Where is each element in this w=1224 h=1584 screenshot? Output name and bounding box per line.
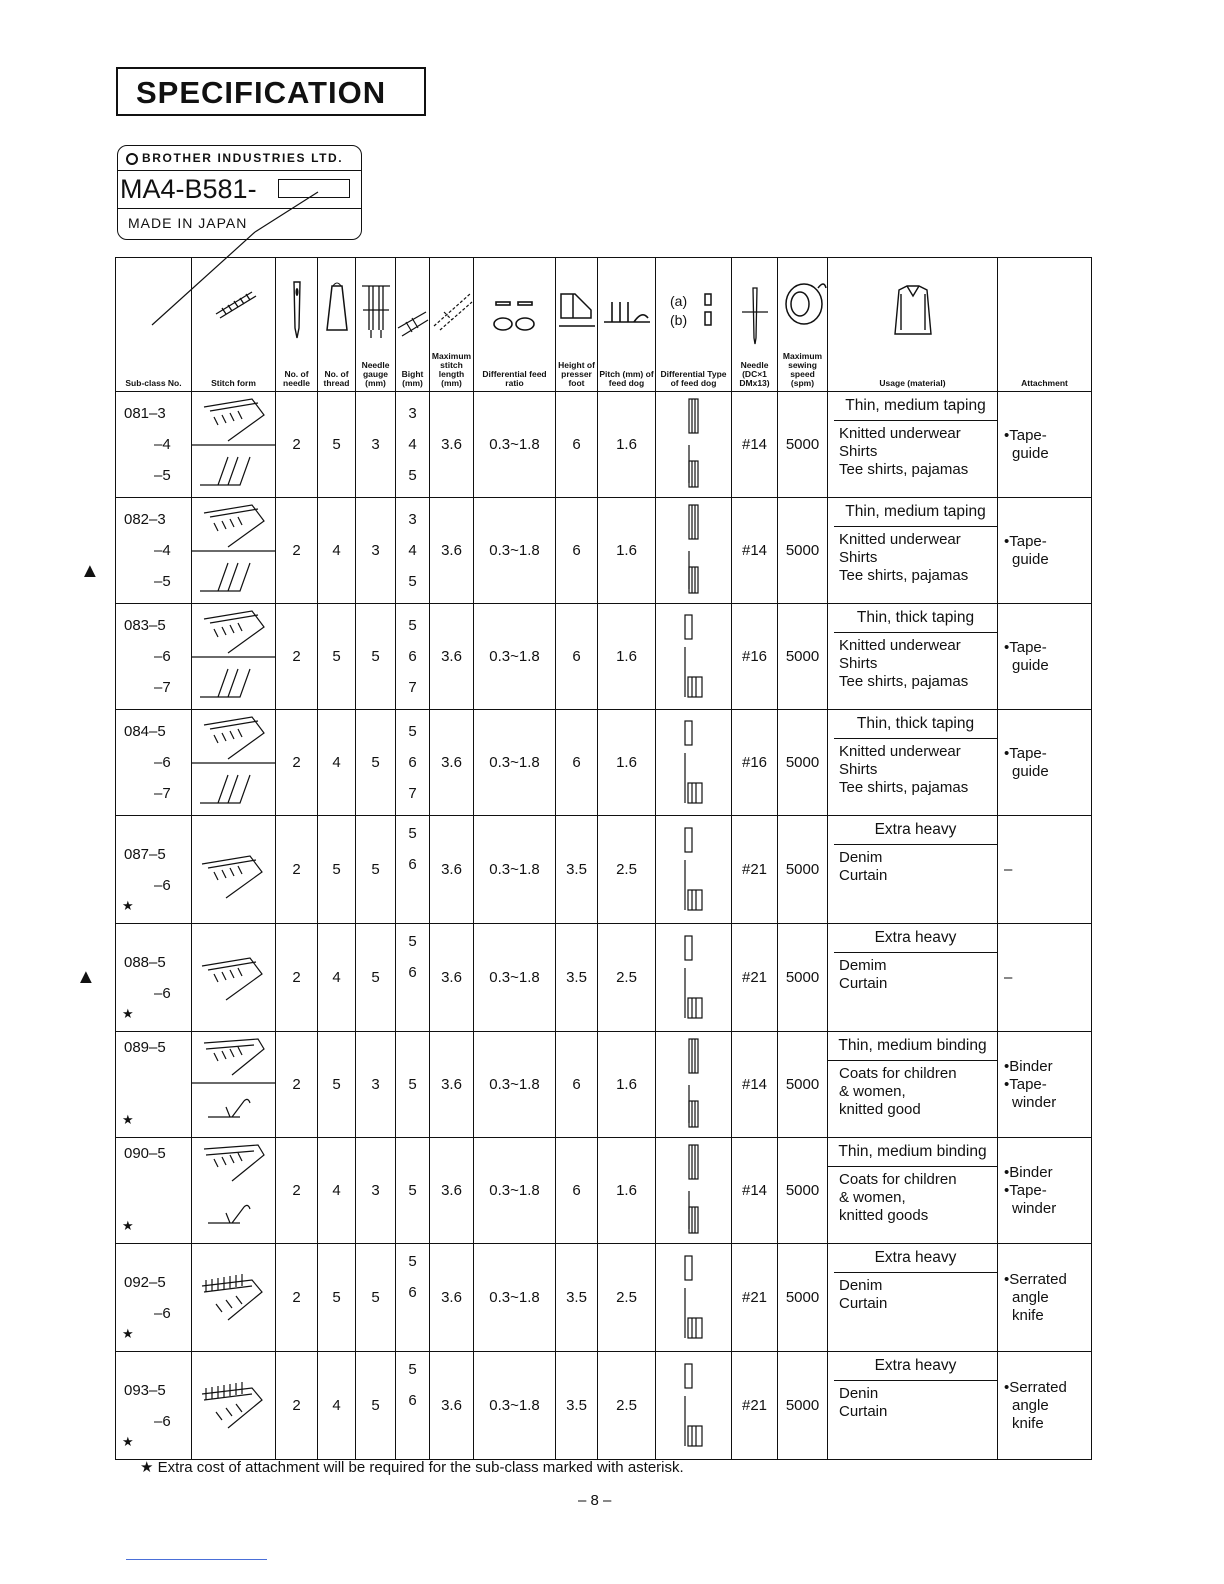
bight-icon [396, 306, 430, 346]
feed-dog-pitch-icon [602, 296, 652, 332]
stitch-form-cell [192, 604, 276, 710]
stitch-diagram-icon [192, 1139, 276, 1239]
spec-row [116, 1244, 1092, 1352]
feed-dog-diagram-icon [682, 820, 706, 916]
stitch-form-cell [192, 1138, 276, 1244]
subclass-cell: 093–5 –6 ★ [116, 1352, 192, 1460]
pitch-value: 1.6 [598, 710, 656, 816]
shirt-icon [891, 282, 935, 338]
feed-dog-cell [656, 816, 732, 924]
diff-ratio-value: 0.3~1.8 [474, 1352, 556, 1460]
pitch-value: 1.6 [598, 392, 656, 498]
feed-dog-type-icon [703, 292, 715, 326]
attachment-cell: •Tape- guide [998, 498, 1092, 604]
stitch-diagram-icon [192, 1033, 276, 1133]
spec-row [116, 816, 1092, 924]
needles-value: 2 [276, 1032, 318, 1138]
thread-cone-icon [324, 278, 350, 338]
stitch-form-cell [192, 1032, 276, 1138]
attachment-cell: •Serrated angle knife [998, 1352, 1092, 1460]
pitch-value: 1.6 [598, 1032, 656, 1138]
attachment-cell: •Binder •Tape- winder [998, 1138, 1092, 1244]
usage-cell: Thin, medium binding Coats for children & women, knitted good [828, 1032, 998, 1138]
feed-dog-cell [656, 1352, 732, 1460]
stitch-form-cell [192, 1244, 276, 1352]
diff-ratio-value: 0.3~1.8 [474, 1138, 556, 1244]
nameplate-maker: BROTHER INDUSTRIES LTD. [118, 146, 361, 171]
stitch-diagram-icon [192, 605, 276, 705]
gauge-value: 5 [356, 924, 396, 1032]
height-value: 6 [556, 1138, 598, 1244]
header-stitch: Stitch form [192, 258, 276, 392]
bight-values: 5 6 [396, 924, 430, 1032]
subclass-cell: 081–3 –4 –5 [116, 392, 192, 498]
stitch-diagram-icon [192, 1246, 276, 1346]
max-stitch-value: 3.6 [430, 924, 474, 1032]
bight-values: 5 6 [396, 1244, 430, 1352]
height-value: 6 [556, 392, 598, 498]
header-usage: Usage (material) [828, 258, 998, 392]
feed-dog-diagram-icon [682, 1248, 706, 1344]
speed-value: 5000 [778, 498, 828, 604]
threads-value: 4 [318, 498, 356, 604]
header-subclass: Sub-class No. [116, 258, 192, 392]
stitch-form-icon [204, 278, 264, 328]
bight-values: 3 4 5 [396, 392, 430, 498]
stitch-diagram-icon [192, 393, 276, 493]
feed-dog-cell [656, 1032, 732, 1138]
speed-value: 5000 [778, 924, 828, 1032]
needles-value: 2 [276, 392, 318, 498]
needles-value: 2 [276, 498, 318, 604]
spec-table [115, 257, 1092, 1460]
max-stitch-value: 3.6 [430, 816, 474, 924]
nameplate-origin: MADE IN JAPAN [128, 215, 248, 231]
max-stitch-value: 3.6 [430, 1244, 474, 1352]
gauge-value: 5 [356, 1352, 396, 1460]
pitch-value: 2.5 [598, 924, 656, 1032]
diff-ratio-value: 0.3~1.8 [474, 710, 556, 816]
attachment-cell: •Tape- guide [998, 604, 1092, 710]
bight-values: 5 [396, 1138, 430, 1244]
needle-value: #14 [732, 498, 778, 604]
gauge-value: 3 [356, 1138, 396, 1244]
speed-value: 5000 [778, 1032, 828, 1138]
header-speed: Maximum sewing speed (spm) [778, 258, 828, 392]
stitch-diagram-icon [192, 499, 276, 599]
needles-value: 2 [276, 1352, 318, 1460]
diff-ratio-value: 0.3~1.8 [474, 924, 556, 1032]
header-needle-size: Needle (DC×1 DMx13) [732, 258, 778, 392]
max-stitch-value: 3.6 [430, 1138, 474, 1244]
nameplate-model: MA4-B581- [118, 171, 361, 209]
diff-ratio-value: 0.3~1.8 [474, 392, 556, 498]
needle-value: #21 [732, 1244, 778, 1352]
needle-gauge-icon [359, 280, 393, 340]
feed-dog-cell [656, 1244, 732, 1352]
stitch-diagram-icon [192, 818, 276, 918]
header-threads: No. of thread [318, 258, 356, 392]
threads-value: 4 [318, 924, 356, 1032]
usage-cell: Thin, medium binding Coats for children & women, knitted goods [828, 1138, 998, 1244]
threads-value: 5 [318, 392, 356, 498]
diff-ratio-value: 0.3~1.8 [474, 1244, 556, 1352]
height-value: 6 [556, 604, 598, 710]
stitch-diagram-icon [192, 1354, 276, 1454]
feed-dog-cell [656, 1138, 732, 1244]
subclass-cell: 087–5 –6 ★ [116, 816, 192, 924]
needle-icon [287, 278, 307, 342]
usage-cell: Extra heavy Denim Curtain [828, 1244, 998, 1352]
needle-value: #16 [732, 604, 778, 710]
diff-ratio-value: 0.3~1.8 [474, 816, 556, 924]
bight-values: 5 6 [396, 816, 430, 924]
speed-value: 5000 [778, 604, 828, 710]
bight-values: 5 6 [396, 1352, 430, 1460]
diff-ratio-value: 0.3~1.8 [474, 1032, 556, 1138]
usage-cell: Thin, medium taping Knitted underwear Shirts Tee shirts, pajamas [828, 392, 998, 498]
page-number: – 8 – [578, 1492, 612, 1509]
usage-cell: Thin, thick taping Knitted underwear Shirts Tee shirts, pajamas [828, 710, 998, 816]
speed-value: 5000 [778, 1138, 828, 1244]
max-stitch-value: 3.6 [430, 710, 474, 816]
bight-values: 3 4 5 [396, 498, 430, 604]
needles-value: 2 [276, 710, 318, 816]
needle-value: #14 [732, 392, 778, 498]
subclass-cell: 084–5 –6 –7 [116, 710, 192, 816]
threads-value: 5 [318, 1032, 356, 1138]
header-diff-ratio: Differential feed ratio [474, 258, 556, 392]
stitch-form-cell [192, 498, 276, 604]
subclass-cell: 083–5 –6 –7 [116, 604, 192, 710]
pitch-value: 1.6 [598, 498, 656, 604]
header-height: Height of presser foot [556, 258, 598, 392]
needle-value: #21 [732, 1352, 778, 1460]
speed-value: 5000 [778, 1352, 828, 1460]
feed-dog-diagram-icon [684, 395, 704, 491]
attachment-cell: •Tape- guide [998, 392, 1092, 498]
feed-dog-diagram-icon [682, 928, 706, 1024]
spec-row [116, 604, 1092, 710]
max-stitch-value: 3.6 [430, 392, 474, 498]
header-diff-type: (a) (b) Differential Type of feed dog [656, 258, 732, 392]
diff-ratio-value: 0.3~1.8 [474, 604, 556, 710]
needles-value: 2 [276, 604, 318, 710]
page-title: SPECIFICATION [116, 67, 426, 116]
height-value: 6 [556, 710, 598, 816]
attachment-cell: •Serrated angle knife [998, 1244, 1092, 1352]
margin-mark: ▲ [76, 966, 96, 988]
stitch-form-cell [192, 710, 276, 816]
margin-mark: ▲ [80, 560, 100, 582]
bottom-rule [126, 1559, 267, 1560]
pitch-value: 1.6 [598, 604, 656, 710]
spec-row [116, 924, 1092, 1032]
spec-row [116, 710, 1092, 816]
feed-dog-cell [656, 924, 732, 1032]
gauge-value: 5 [356, 710, 396, 816]
max-stitch-value: 3.6 [430, 498, 474, 604]
spec-row [116, 392, 1092, 498]
stitch-form-cell [192, 816, 276, 924]
attachment-cell: •Binder •Tape- winder [998, 1032, 1092, 1138]
usage-cell: Extra heavy Denim Curtain [828, 816, 998, 924]
bight-values: 5 6 7 [396, 604, 430, 710]
attachment-cell: •Tape- guide [998, 710, 1092, 816]
footnote: ★ Extra cost of attachment will be required for the sub-class marked with asterisk. [140, 1459, 684, 1476]
height-value: 3.5 [556, 1244, 598, 1352]
feed-dog-diagram-icon [682, 607, 706, 703]
spec-row [116, 498, 1092, 604]
threads-value: 4 [318, 710, 356, 816]
needle-value: #21 [732, 816, 778, 924]
stitch-form-cell [192, 924, 276, 1032]
header-bight: Bight (mm) [396, 258, 430, 392]
needle-value: #21 [732, 924, 778, 1032]
threads-value: 5 [318, 1244, 356, 1352]
max-stitch-value: 3.6 [430, 1352, 474, 1460]
usage-cell: Thin, thick taping Knitted underwear Shirts Tee shirts, pajamas [828, 604, 998, 710]
max-stitch-value: 3.6 [430, 1032, 474, 1138]
stitch-length-icon [430, 286, 474, 336]
subclass-cell: 089–5 ★ [116, 1032, 192, 1138]
spec-row [116, 1032, 1092, 1138]
presser-foot-icon [557, 288, 597, 334]
needle-value: #14 [732, 1138, 778, 1244]
subclass-cell: 088–5 –6 ★ [116, 924, 192, 1032]
header-row [116, 258, 1092, 392]
spec-row [116, 1352, 1092, 1460]
gauge-value: 3 [356, 1032, 396, 1138]
feed-dog-cell [656, 392, 732, 498]
pitch-value: 2.5 [598, 1352, 656, 1460]
needle-size-icon [740, 286, 770, 346]
pitch-value: 2.5 [598, 816, 656, 924]
speed-value: 5000 [778, 392, 828, 498]
stitch-diagram-icon [192, 926, 276, 1026]
header-pitch: Pitch (mm) of feed dog [598, 258, 656, 392]
needle-value: #14 [732, 1032, 778, 1138]
header-gauge: Needle gauge (mm) [356, 258, 396, 392]
subclass-cell: 090–5 ★ [116, 1138, 192, 1244]
gauge-value: 5 [356, 604, 396, 710]
gauge-value: 3 [356, 498, 396, 604]
usage-cell: Thin, medium taping Knitted underwear Shirts Tee shirts, pajamas [828, 498, 998, 604]
feed-dog-cell [656, 710, 732, 816]
feed-dog-diagram-icon [682, 713, 706, 809]
spec-row [116, 1138, 1092, 1244]
feed-dog-cell [656, 498, 732, 604]
speed-value: 5000 [778, 1244, 828, 1352]
header-max-stitch: Maximum stitch length (mm) [430, 258, 474, 392]
header-attachment: Attachment [998, 258, 1092, 392]
needles-value: 2 [276, 1244, 318, 1352]
subclass-cell: 092–5 –6 ★ [116, 1244, 192, 1352]
gauge-value: 5 [356, 1244, 396, 1352]
feed-dog-diagram-icon [684, 1141, 704, 1237]
max-stitch-value: 3.6 [430, 604, 474, 710]
stitch-diagram-icon [192, 711, 276, 811]
gauge-value: 5 [356, 816, 396, 924]
sewing-speed-icon [778, 280, 828, 340]
subclass-cell: 082–3 –4 –5 [116, 498, 192, 604]
needles-value: 2 [276, 1138, 318, 1244]
usage-cell: Extra heavy Denin Curtain [828, 1352, 998, 1460]
height-value: 6 [556, 1032, 598, 1138]
height-value: 6 [556, 498, 598, 604]
height-value: 3.5 [556, 924, 598, 1032]
threads-value: 4 [318, 1352, 356, 1460]
feed-dog-diagram-icon [682, 1356, 706, 1452]
feed-ratio-icon [490, 296, 540, 336]
attachment-cell: – [998, 816, 1092, 924]
pitch-value: 1.6 [598, 1138, 656, 1244]
attachment-cell: – [998, 924, 1092, 1032]
needles-value: 2 [276, 816, 318, 924]
feed-dog-diagram-icon [684, 501, 704, 597]
speed-value: 5000 [778, 710, 828, 816]
threads-value: 5 [318, 816, 356, 924]
bight-values: 5 6 7 [396, 710, 430, 816]
threads-value: 4 [318, 1138, 356, 1244]
feed-dog-diagram-icon [684, 1035, 704, 1131]
gauge-value: 3 [356, 392, 396, 498]
bight-values: 5 [396, 1032, 430, 1138]
threads-value: 5 [318, 604, 356, 710]
height-value: 3.5 [556, 1352, 598, 1460]
header-needles: No. of needle [276, 258, 318, 392]
height-value: 3.5 [556, 816, 598, 924]
pitch-value: 2.5 [598, 1244, 656, 1352]
stitch-form-cell [192, 392, 276, 498]
diff-ratio-value: 0.3~1.8 [474, 498, 556, 604]
speed-value: 5000 [778, 816, 828, 924]
diff-type-labels: (a) (b) [670, 293, 688, 328]
needles-value: 2 [276, 924, 318, 1032]
usage-cell: Extra heavy Demim Curtain [828, 924, 998, 1032]
stitch-form-cell [192, 1352, 276, 1460]
needle-value: #16 [732, 710, 778, 816]
feed-dog-cell [656, 604, 732, 710]
